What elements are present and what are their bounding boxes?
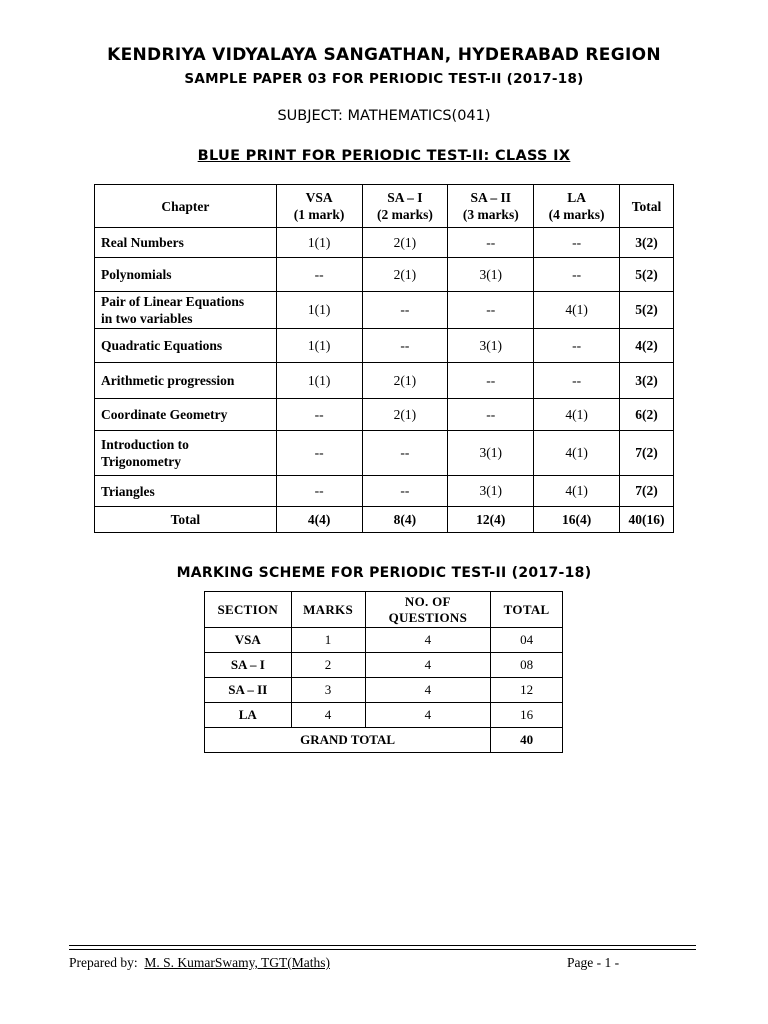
section-cell: LA bbox=[205, 703, 292, 728]
la-cell: 4(1) bbox=[534, 399, 620, 431]
prepared-label: Prepared by: bbox=[69, 955, 138, 970]
table-row bbox=[95, 228, 674, 258]
total-cell: 12 bbox=[491, 678, 563, 703]
la-cell: 4(1) bbox=[534, 431, 620, 476]
sa1-cell: -- bbox=[362, 431, 448, 476]
organization-title: KENDRIYA VIDYALAYA SANGATHAN, HYDERABAD REGION bbox=[107, 45, 661, 65]
page-number: Page - 1 - bbox=[567, 955, 620, 970]
marking-header-row bbox=[205, 592, 563, 628]
blueprint-total-row bbox=[95, 507, 674, 533]
subject-line: SUBJECT: MATHEMATICS(041) bbox=[277, 108, 491, 124]
vsa-cell: -- bbox=[276, 476, 362, 507]
header-questions: NO. OF QUESTIONS bbox=[365, 592, 491, 628]
header-vsa: VSA (1 mark) bbox=[276, 185, 362, 228]
total-cell: 7(2) bbox=[620, 476, 674, 507]
blueprint-header-row bbox=[95, 185, 674, 228]
chapter-cell: Triangles bbox=[95, 476, 277, 507]
vsa-cell: 1(1) bbox=[276, 329, 362, 363]
sa2-cell: -- bbox=[448, 292, 534, 329]
header-marks: MARKS bbox=[291, 592, 365, 628]
header-total: TOTAL bbox=[491, 592, 563, 628]
header-sa1: SA – I (2 marks) bbox=[362, 185, 448, 228]
header-section: SECTION bbox=[205, 592, 292, 628]
la-total: 16(4) bbox=[534, 507, 620, 533]
vsa-total: 4(4) bbox=[276, 507, 362, 533]
total-cell: 5(2) bbox=[620, 258, 674, 292]
table-row bbox=[205, 628, 563, 653]
total-label: Total bbox=[95, 507, 277, 533]
paper-title: SAMPLE PAPER 03 FOR PERIODIC TEST-II (2017-18) bbox=[184, 71, 584, 87]
marking-scheme-title: MARKING SCHEME FOR PERIODIC TEST-II (2017-18) bbox=[176, 565, 592, 581]
marks-cell: 3 bbox=[291, 678, 365, 703]
la-cell: -- bbox=[534, 363, 620, 399]
sa2-cell: 3(1) bbox=[448, 329, 534, 363]
table-row bbox=[95, 363, 674, 399]
sa2-cell: -- bbox=[448, 399, 534, 431]
vsa-cell: 1(1) bbox=[276, 228, 362, 258]
chapter-cell: Arithmetic progression bbox=[95, 363, 277, 399]
table-row bbox=[205, 703, 563, 728]
marking-scheme-table bbox=[204, 591, 563, 753]
sa1-cell: 2(1) bbox=[362, 363, 448, 399]
sa2-cell: -- bbox=[448, 228, 534, 258]
sa2-cell: -- bbox=[448, 363, 534, 399]
author-name: M. S. KumarSwamy, TGT(Maths) bbox=[144, 955, 330, 970]
vsa-cell: -- bbox=[276, 399, 362, 431]
blueprint-title: BLUE PRINT FOR PERIODIC TEST-II: CLASS IX bbox=[197, 148, 571, 164]
la-cell: -- bbox=[534, 258, 620, 292]
questions-cell: 4 bbox=[365, 678, 491, 703]
questions-cell: 4 bbox=[365, 653, 491, 678]
sa1-cell: -- bbox=[362, 329, 448, 363]
section-cell: SA – II bbox=[205, 678, 292, 703]
chapter-cell: Pair of Linear Equations in two variables bbox=[95, 292, 277, 329]
questions-cell: 4 bbox=[365, 628, 491, 653]
table-row bbox=[95, 329, 674, 363]
questions-cell: 4 bbox=[365, 703, 491, 728]
vsa-cell: -- bbox=[276, 258, 362, 292]
vsa-cell: -- bbox=[276, 431, 362, 476]
la-cell: -- bbox=[534, 228, 620, 258]
total-cell: 6(2) bbox=[620, 399, 674, 431]
vsa-cell: 1(1) bbox=[276, 292, 362, 329]
chapter-cell: Introduction to Trigonometry bbox=[95, 431, 277, 476]
prepared-by bbox=[69, 955, 330, 971]
sa2-total: 12(4) bbox=[448, 507, 534, 533]
footer-rule bbox=[69, 949, 696, 950]
total-cell: 04 bbox=[491, 628, 563, 653]
blueprint-table bbox=[94, 184, 674, 533]
la-cell: 4(1) bbox=[534, 476, 620, 507]
table-row bbox=[95, 292, 674, 329]
table-row bbox=[95, 431, 674, 476]
grand-total-label: GRAND TOTAL bbox=[205, 728, 491, 753]
table-row bbox=[95, 399, 674, 431]
sa1-cell: -- bbox=[362, 476, 448, 507]
total-cell: 7(2) bbox=[620, 431, 674, 476]
table-row bbox=[205, 678, 563, 703]
header-total: Total bbox=[620, 185, 674, 228]
sa1-total: 8(4) bbox=[362, 507, 448, 533]
chapter-cell: Quadratic Equations bbox=[95, 329, 277, 363]
header-sa2: SA – II (3 marks) bbox=[448, 185, 534, 228]
grand-total: 40(16) bbox=[620, 507, 674, 533]
section-cell: SA – I bbox=[205, 653, 292, 678]
sa2-cell: 3(1) bbox=[448, 258, 534, 292]
total-cell: 16 bbox=[491, 703, 563, 728]
header-la: LA (4 marks) bbox=[534, 185, 620, 228]
section-cell: VSA bbox=[205, 628, 292, 653]
chapter-cell: Real Numbers bbox=[95, 228, 277, 258]
total-cell: 08 bbox=[491, 653, 563, 678]
total-cell: 4(2) bbox=[620, 329, 674, 363]
chapter-cell: Polynomials bbox=[95, 258, 277, 292]
marks-cell: 1 bbox=[291, 628, 365, 653]
vsa-cell: 1(1) bbox=[276, 363, 362, 399]
marks-cell: 2 bbox=[291, 653, 365, 678]
la-cell: -- bbox=[534, 329, 620, 363]
table-row bbox=[205, 653, 563, 678]
table-row bbox=[95, 258, 674, 292]
sa1-cell: 2(1) bbox=[362, 258, 448, 292]
footer-rule bbox=[69, 945, 696, 946]
total-cell: 3(2) bbox=[620, 228, 674, 258]
sa2-cell: 3(1) bbox=[448, 476, 534, 507]
table-row bbox=[95, 476, 674, 507]
total-cell: 3(2) bbox=[620, 363, 674, 399]
chapter-cell: Coordinate Geometry bbox=[95, 399, 277, 431]
header-chapter: Chapter bbox=[95, 185, 277, 228]
grand-total-value: 40 bbox=[491, 728, 563, 753]
sa2-cell: 3(1) bbox=[448, 431, 534, 476]
sa1-cell: 2(1) bbox=[362, 228, 448, 258]
sa1-cell: 2(1) bbox=[362, 399, 448, 431]
grand-total-row bbox=[205, 728, 563, 753]
sa1-cell: -- bbox=[362, 292, 448, 329]
la-cell: 4(1) bbox=[534, 292, 620, 329]
marks-cell: 4 bbox=[291, 703, 365, 728]
total-cell: 5(2) bbox=[620, 292, 674, 329]
